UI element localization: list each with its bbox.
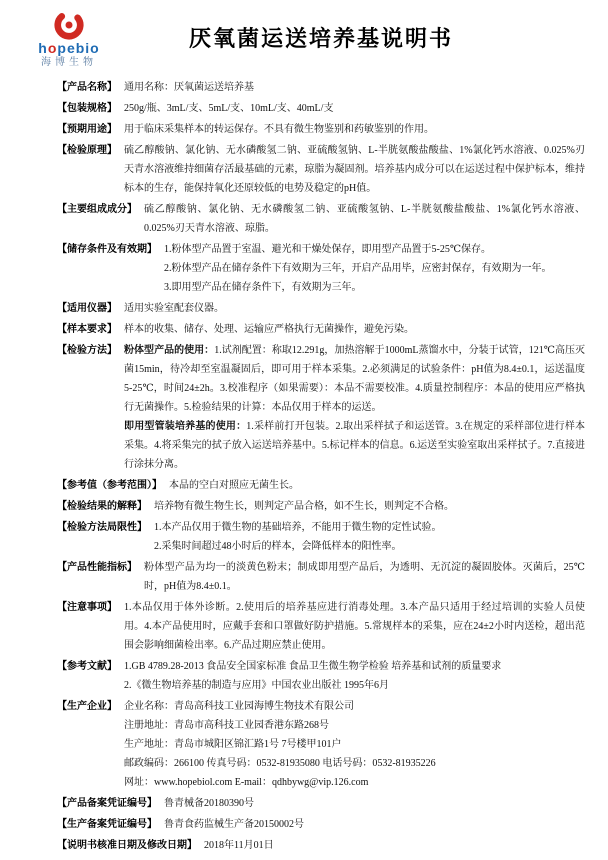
section-label: 【生产企业】 xyxy=(57,701,117,712)
section-storage xyxy=(57,240,585,297)
section-reference-value xyxy=(57,476,585,495)
method-ready-title: 即用型管装培养基的使用： xyxy=(124,421,247,432)
logo-brand-text: hopebio xyxy=(38,40,100,56)
section-text: 鲁青食药监械生产备20150002号 xyxy=(164,819,304,830)
page-title: 厌氧菌运送培养基说明书 xyxy=(188,26,453,51)
list-item: 1.GB 4789.28-2013 食品安全国家标准 食品卫生微生物学检验 培养基和试剂的质量要求 xyxy=(124,661,502,672)
section-text: 本品的空白对照应无菌生长。 xyxy=(169,480,299,491)
section-product-name xyxy=(57,78,585,97)
section-body xyxy=(124,341,585,474)
section-label: 【检验方法局限性】 xyxy=(57,522,147,533)
section-production-filing-number xyxy=(57,815,585,834)
method-powder-paragraph xyxy=(124,341,585,417)
method-ready-paragraph xyxy=(124,417,585,474)
list-item: 2.采集时间超过48小时后的样本，会降低样本的阳性率。 xyxy=(154,541,402,552)
section-performance xyxy=(57,558,585,596)
section-text: 适用实验室配套仪器。 xyxy=(124,303,224,314)
list-item: 1.本产品仅用于微生物的基础培养，不能用于微生物的定性试验。 xyxy=(154,522,442,533)
section-sample-requirements xyxy=(57,320,585,339)
list-item: 3.即用型产品在储存条件下，有效期为三年。 xyxy=(164,282,362,293)
section-text: 用于临床采集样本的转运保存。不具有微生物鉴别和药敏鉴别的作用。 xyxy=(124,124,434,135)
section-text: 1.本品仅用于体外诊断。2.使用后的培养基应进行消毒处理。3.本产品只适用于经过培训的实验人员使用。4.本产品使用时，应戴手套和口罩做好防护措施。5.常规样本的采集，应在24±2小时内送检，超出范围会影响细菌检出率。6.产品过期应禁止使用。 xyxy=(124,602,585,651)
logo-brand-chinese: 海博生物 xyxy=(41,57,97,68)
section-text: 2018年11月01日 xyxy=(204,840,274,851)
section-text: 250g/瓶、3mL/支、5mL/支、10mL/支、40mL/支 xyxy=(124,103,334,114)
section-text: 硫乙醇酸钠、氯化钠、无水磷酸氢二钠、亚硫酸氢钠、L-半胱氨酸盐酸盐、1%氯化钙水溶液、0.025%刃天青水溶液、琼脂。 xyxy=(144,204,585,234)
section-label: 【预期用途】 xyxy=(57,124,117,135)
manufacturer-registered-address: 注册地址：青岛市高科技工业园香港东路268号 xyxy=(124,720,329,731)
method-powder-title: 粉体型产品的使用： xyxy=(124,345,215,356)
section-instruments xyxy=(57,299,585,318)
section-list xyxy=(154,518,585,556)
section-method xyxy=(57,341,585,474)
list-item: 2.《微生物培养基的制造与应用》中国农业出版社 1995年6月 xyxy=(124,680,389,691)
section-interpretation xyxy=(57,497,585,516)
section-label: 【参考文献】 xyxy=(57,661,117,672)
section-manufacturer xyxy=(57,697,585,792)
fax-number: 传真号码：0532-81935080 xyxy=(206,758,320,769)
section-notes xyxy=(57,598,585,655)
section-label: 【检验结果的解释】 xyxy=(57,501,147,512)
manufacturer-details xyxy=(124,697,585,792)
section-composition xyxy=(57,200,585,238)
section-text: 粉体型产品为均一的淡黄色粉末；制成即用型产品后，为透明、无沉淀的凝固胶体。灭菌后，25℃时，pH值为8.4±0.1。 xyxy=(144,562,585,592)
section-label: 【说明书核准日期及修改日期】 xyxy=(57,840,197,851)
section-label: 【产品备案凭证编号】 xyxy=(57,798,157,809)
section-label: 【检验方法】 xyxy=(57,345,117,356)
section-label: 【储存条件及有效期】 xyxy=(57,244,157,255)
logo xyxy=(21,10,117,68)
section-label: 【适用仪器】 xyxy=(57,303,117,314)
manufacturer-contact-row xyxy=(124,754,585,773)
section-label: 【主要组成成分】 xyxy=(57,204,137,215)
section-label: 【包装规格】 xyxy=(57,103,117,114)
method-ready-text: 1.采样前打开包装。2.取出采样拭子和运送管。3.在规定的采样部位进行样本采集。4.将采集完的拭子放入运送培养基中。5.标记样本的信息。6.运送至实验室取出采样拭子。7.直接进行涂抹分离。 xyxy=(124,421,586,470)
manufacturer-web-row xyxy=(124,773,585,792)
section-list xyxy=(124,657,585,695)
section-text: 通用名称：厌氧菌运送培养基 xyxy=(124,82,254,93)
section-label: 【检验原理】 xyxy=(57,145,117,156)
section-intended-use xyxy=(57,120,585,139)
section-approval-date xyxy=(57,836,585,855)
section-label: 【样本要求】 xyxy=(57,324,117,335)
document-header xyxy=(38,12,585,78)
section-label: 【产品性能指标】 xyxy=(57,562,137,573)
section-list xyxy=(164,240,585,297)
section-text: 样本的收集、储存、处理、运输应严格执行无菌操作，避免污染。 xyxy=(124,324,414,335)
manufacturer-production-address: 生产地址：青岛市城阳区锦汇路1号 7号楼甲101户 xyxy=(124,739,342,750)
logo-swirl-icon xyxy=(54,10,84,40)
section-limitations xyxy=(57,518,585,556)
list-item: 1.粉体型产品置于室温、避光和干燥处保存，即用型产品置于5-25℃保存。 xyxy=(164,244,492,255)
section-product-filing-number xyxy=(57,794,585,813)
section-text: 鲁青械备20180390号 xyxy=(164,798,254,809)
manufacturer-company: 企业名称：青岛高科技工业园海博生物技术有限公司 xyxy=(124,701,354,712)
email-address: E-mail：qdhbywg@vip.126.com xyxy=(234,777,369,788)
section-packaging xyxy=(57,99,585,118)
postal-code: 邮政编码：266100 xyxy=(124,758,204,769)
section-label: 【注意事项】 xyxy=(57,602,117,613)
section-label: 【参考值（参考范围）】 xyxy=(57,480,162,491)
section-principle xyxy=(57,141,585,198)
section-text: 硫乙醇酸钠、氯化钠、无水磷酸氢二钠、亚硫酸氢钠、L-半胱氨酸盐酸盐、1%氯化钙水溶液、0.025%刃天青水溶液维持细菌存活最基础的元素，琼脂为凝固剂。培养基内成分可以在运送过程中保护标本，维持标本的生存，能保持氧化还原较低的电势及稳定的pH值。 xyxy=(124,145,585,194)
phone-number: 电话号码：0532-81935226 xyxy=(322,758,436,769)
list-item: 2.粉体型产品在储存条件下有效期为三年，开启产品用毕，应密封保存，有效期为一年。 xyxy=(164,263,552,274)
website-url: 网址：www.hopebiol.com xyxy=(124,777,233,788)
section-text: 培养物有微生物生长，则判定产品合格，如不生长，则判定不合格。 xyxy=(154,501,454,512)
section-label: 【产品名称】 xyxy=(57,82,117,93)
section-references xyxy=(57,657,585,695)
method-powder-text: 1.试剂配置：称取12.291g，加热溶解于1000mL蒸馏水中，分装于试管，121℃高压灭菌15min，待冷却至室温凝固后，即可用于样本采集。2.必须满足的试验条件：pH值为8.4±0.1，运送温度5-25℃，时间24±2h。3.校准程序（如果需要）：本品不需要校准。4.质量控制程序：本品的使用应严格执行无菌操作。5.检验结果的计算：本品仅用于样本的运送。 xyxy=(124,345,586,413)
section-label: 【生产备案凭证编号】 xyxy=(57,819,157,830)
